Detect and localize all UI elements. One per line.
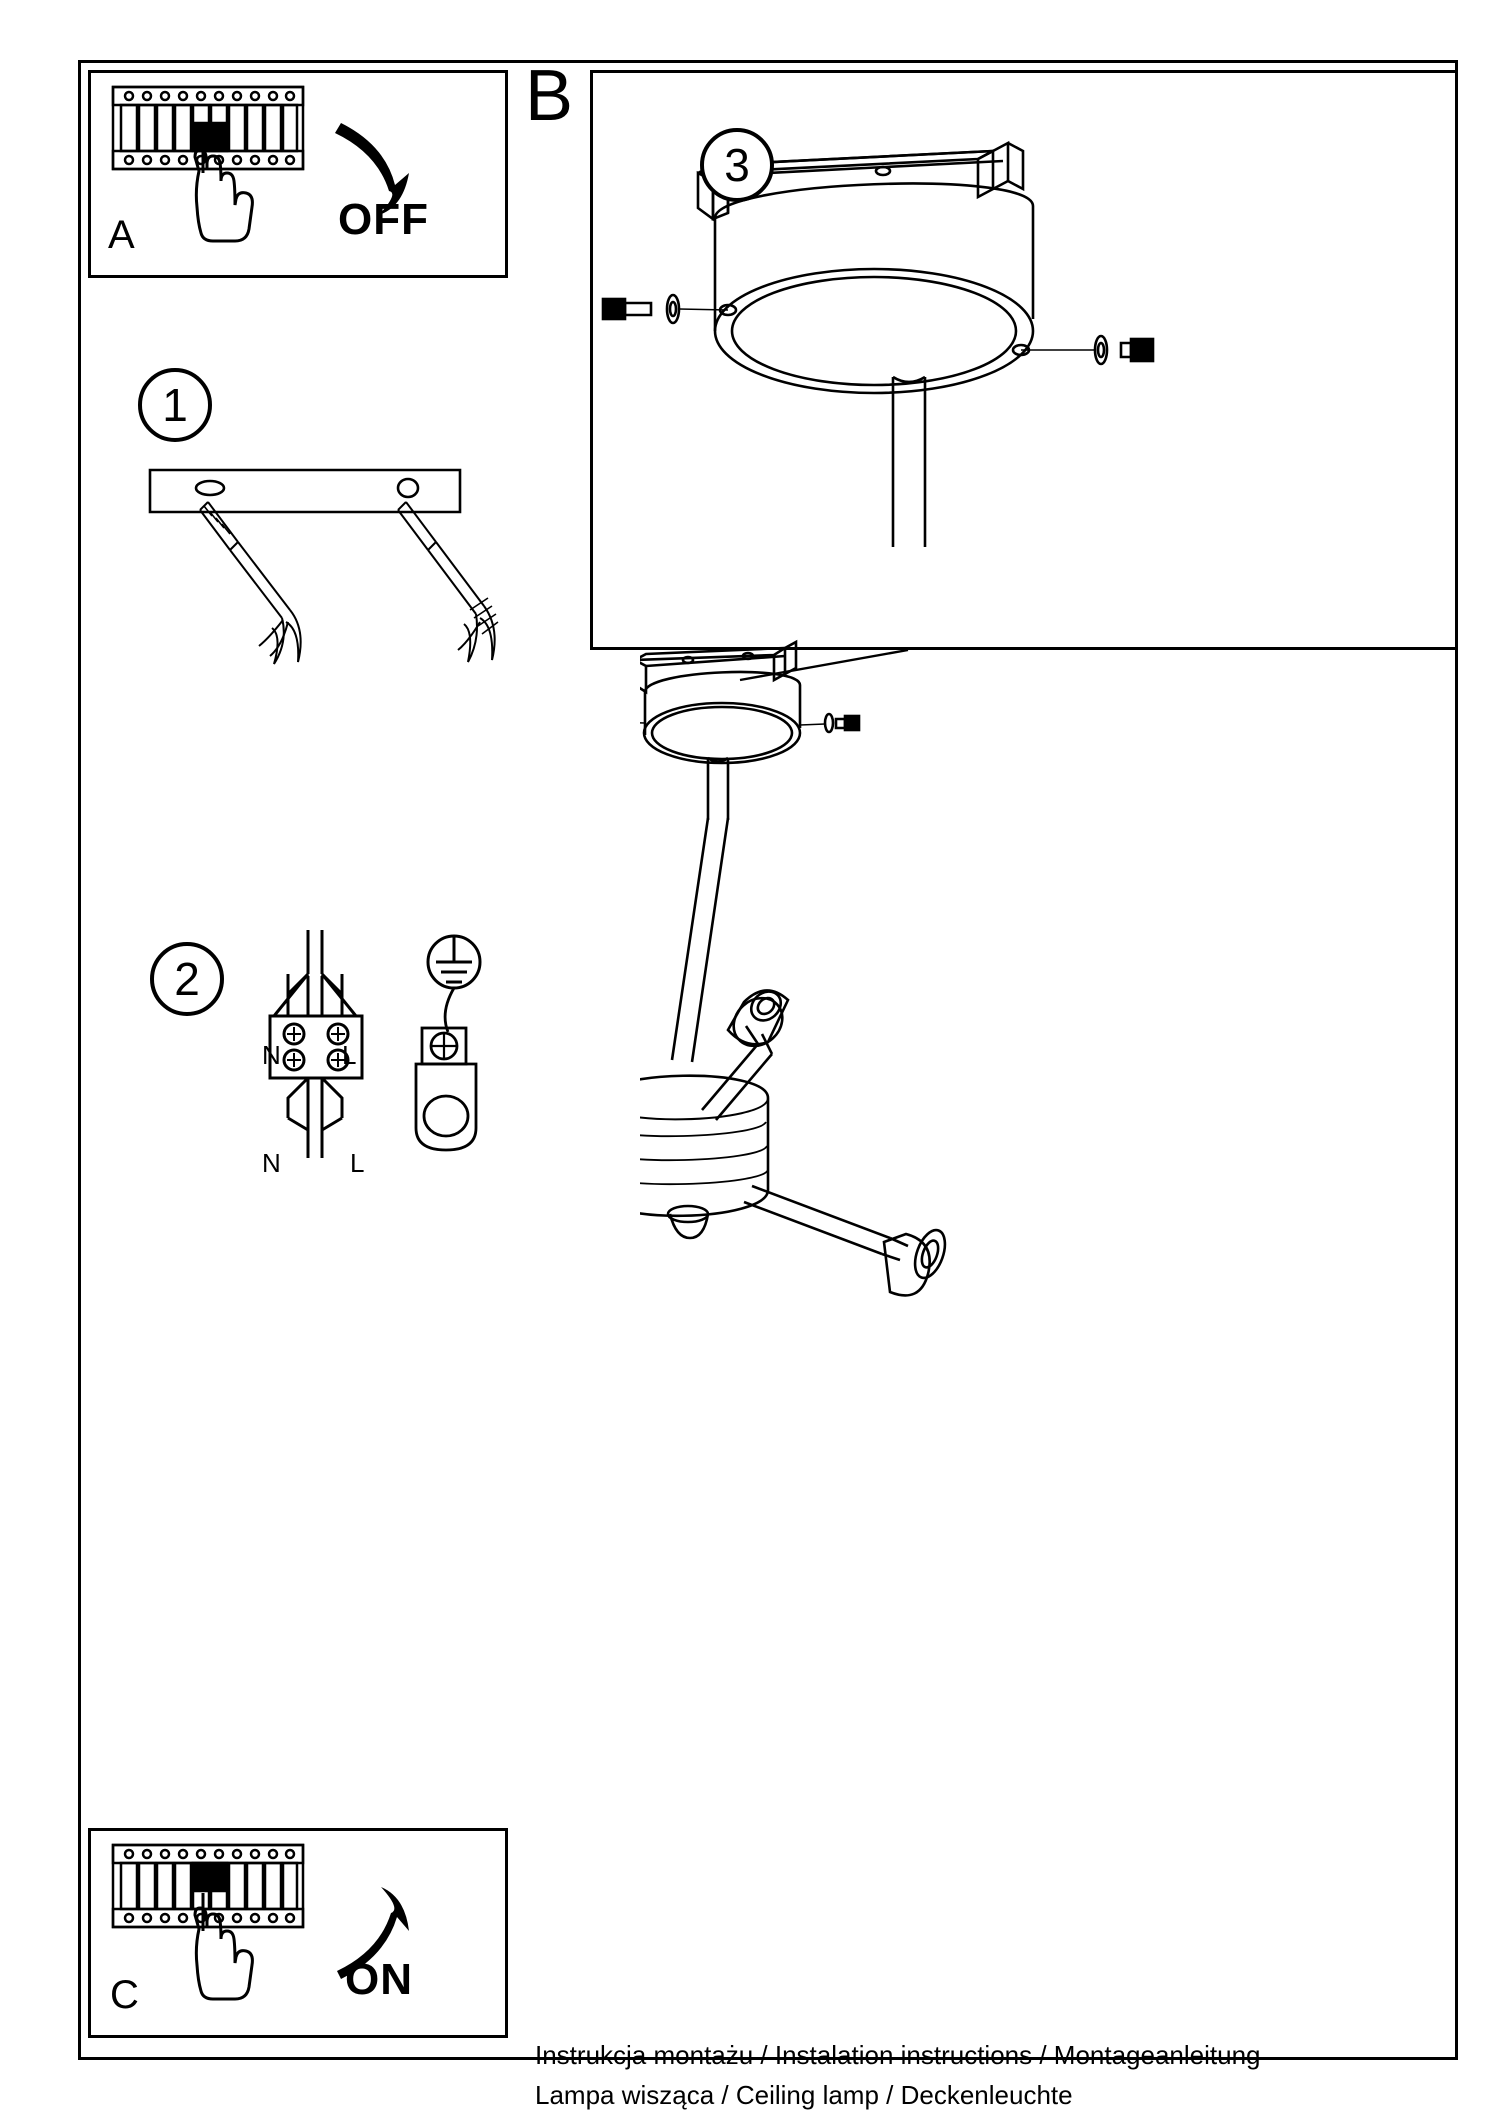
circuit-breaker-on-icon — [91, 1831, 505, 2035]
panel-a-label: A — [108, 213, 135, 257]
step-2-badge: 2 — [150, 942, 224, 1016]
terminal-label-l-top: L — [342, 1040, 357, 1070]
earth-ground-icon — [428, 936, 480, 988]
panel-a-power-off — [88, 70, 508, 278]
panel-b-label: B — [525, 56, 574, 136]
terminal-block-icon — [250, 930, 530, 1210]
circuit-breaker-off-icon — [91, 73, 505, 275]
power-off-text: OFF — [338, 195, 429, 244]
step-1-badge: 1 — [138, 368, 212, 442]
terminal-label-n-bottom: N — [262, 1148, 281, 1178]
wall-anchor-screw-icon — [130, 450, 550, 750]
footer-line-2: Lampa wisząca / Ceiling lamp / Deckenleuchte — [535, 2080, 1073, 2111]
footer-line-1: Instrukcja montażu / Instalation instructions / Montageanleitung — [535, 2040, 1261, 2070]
footer-text-block — [535, 2035, 1261, 2116]
panel-c-power-on — [88, 1828, 508, 2038]
terminal-label-l-bottom: L — [350, 1148, 365, 1178]
panel-c-label: C — [110, 1973, 139, 2017]
earth-terminal-icon — [416, 988, 476, 1150]
power-on-text: ON — [345, 1955, 413, 2004]
step-3-badge: 3 — [700, 128, 774, 202]
pendant-lamp-three-arm-icon — [640, 630, 1380, 1680]
terminal-label-n-top: N — [262, 1040, 281, 1070]
